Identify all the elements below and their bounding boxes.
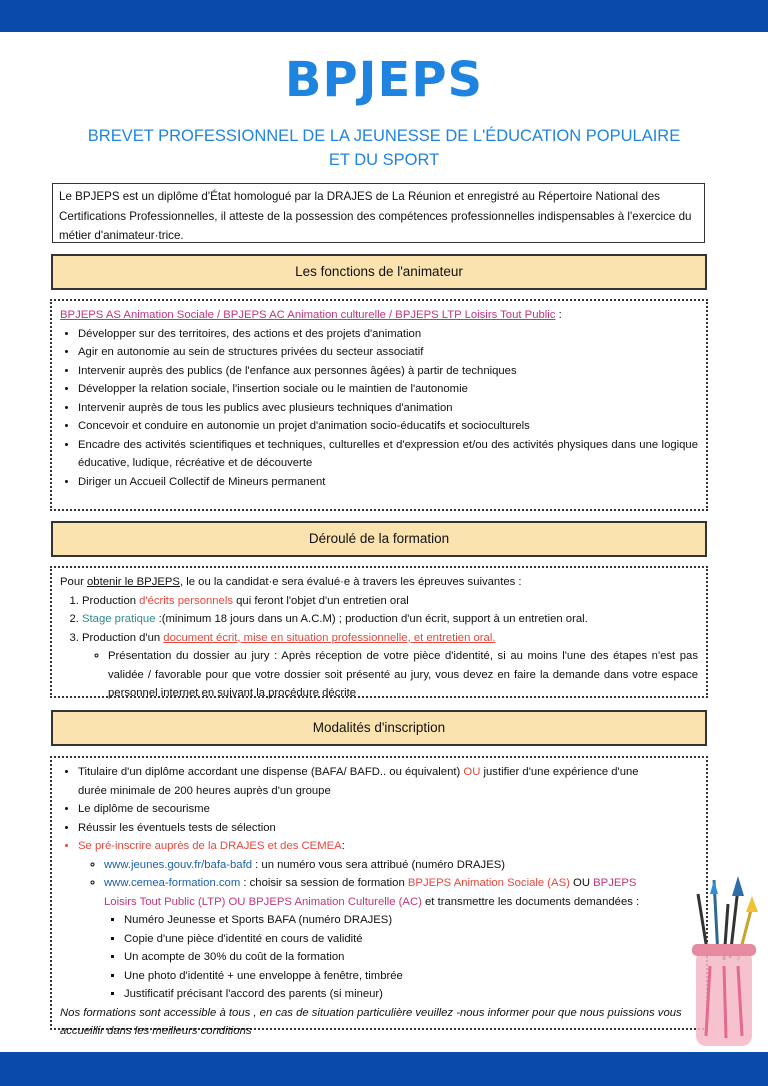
modalites-heading: Modalités d'inscription bbox=[51, 710, 707, 746]
list-item: • Diriger un Accueil Collectif de Mineurs permanent bbox=[78, 473, 698, 492]
step-highlight: d'écrits personnels bbox=[139, 594, 233, 607]
document-item: ▪ Un acompte de 30% du coût de la formation bbox=[124, 948, 644, 967]
website-item bbox=[104, 856, 644, 875]
fonctions-heading: Les fonctions de l'animateur bbox=[51, 254, 707, 290]
item-text: justifier d'une expérience d'une durée minimale de 200 heures auprès d'un groupe bbox=[78, 766, 639, 797]
ou-highlight: OU bbox=[463, 766, 481, 778]
ou-text: OU bbox=[569, 877, 594, 889]
website-text: : choisir sa session de formation bbox=[240, 877, 408, 889]
document-item: ▪ Copie d'une pièce d'identité en cours de validité bbox=[124, 930, 644, 949]
step-text: Production bbox=[82, 594, 140, 607]
step-text: qui feront l'objet d'un entretien oral bbox=[233, 594, 409, 607]
jar-stick bbox=[724, 966, 726, 1038]
list-item: • Concevoir et conduire en autonomie un projet d'animation socio-éducatifs et socioculturels bbox=[78, 417, 698, 436]
page-subtitle bbox=[60, 124, 708, 172]
jar-rim bbox=[692, 944, 756, 956]
deroule-steps bbox=[60, 592, 698, 703]
step-3-sublist bbox=[82, 647, 698, 703]
intro-post: , le ou la candidat·e sera évalué·e à travers les épreuves suivantes : bbox=[179, 576, 522, 588]
as-highlight: BPJEPS Animation Sociale (AS) bbox=[407, 877, 570, 889]
footer-note: Nos formations sont accessible à tous , en cas de situation particulière veuillez -nous informer pour que nous puissions vous accueillir dans les meilleurs conditions bbox=[60, 1006, 682, 1037]
deroule-intro bbox=[60, 573, 698, 592]
pencil-jar-illustration bbox=[688, 866, 760, 1052]
step-text: Production d'un bbox=[82, 631, 164, 644]
step-1 bbox=[82, 592, 698, 611]
document-item: ▪ Numéro Jeunesse et Sports BAFA (numéro DRAJES) bbox=[124, 911, 644, 930]
list-item: • Réussir les éventuels tests de sélection bbox=[78, 819, 644, 838]
item-text: Titulaire d'un diplôme accordant une dispense (BAFA/ BAFD.. ou équivalent) bbox=[78, 766, 464, 778]
jeunes-gouv-link[interactable]: www.jeunes.gouv.fr/bafa-bafd bbox=[104, 858, 252, 871]
top-bar bbox=[0, 0, 768, 32]
list-item bbox=[78, 837, 644, 1004]
step-text: :(minimum 18 jours dans un A.C.M) ; production d'un écrit, support à un entretien oral. bbox=[158, 613, 588, 625]
deroule-heading: Déroulé de la formation bbox=[51, 521, 707, 557]
page-title: BPJEPS bbox=[284, 52, 484, 108]
list-item: • Développer la relation sociale, l'insertion sociale ou le maintien de l'autonomie bbox=[78, 380, 698, 399]
brush-tip bbox=[746, 896, 758, 912]
step-2 bbox=[82, 610, 698, 629]
list-item: • Développer sur des territoires, des actions et des projets d'animation bbox=[78, 325, 698, 344]
list-item bbox=[78, 763, 644, 800]
document-item: ▪ Justificatif précisant l'accord des parents (si mineur) bbox=[124, 985, 644, 1004]
intro-underlined: obtenir le BPJEPS bbox=[87, 576, 180, 588]
pencil-tip bbox=[710, 880, 718, 894]
document-item: ▪ Une photo d'identité + une enveloppe à fenêtre, timbrée bbox=[124, 967, 644, 986]
documents-list bbox=[104, 911, 644, 1004]
step-highlight: document écrit, mise en situation professionnelle, et entretien oral. bbox=[163, 631, 496, 644]
step-highlight: Stage pratique bbox=[82, 613, 159, 625]
intro-pre: Pour bbox=[60, 576, 88, 588]
list-item: • Le diplôme de secourisme bbox=[78, 800, 644, 819]
bpjeps-types-link[interactable]: BPJEPS AS Animation Sociale / BPJEPS AC Animation culturelle / BPJEPS LTP Loisirs Tout Public bbox=[60, 309, 556, 321]
list-item: • Encadre des activités scientifiques et techniques, culturelles et d'expression et/ou des activités physiques dans une logique éducative, ludique, récréative et de découverte bbox=[78, 436, 698, 473]
cemea-link[interactable]: www.cemea-formation.com bbox=[104, 877, 241, 889]
preinscription-text: Se pré-inscrire auprès de la DRAJES et des CEMEA bbox=[78, 840, 342, 852]
fonctions-list bbox=[60, 325, 698, 492]
jury-note: ◦ Présentation du dossier au jury : Après réception de votre pièce d'identité, si au moins l'une des étapes n'est pas validée / favorable pour que votre dossier soit présenté au jury, vous devez en faire la demande dans votre espace personnel internet en suivant la procédure décrite bbox=[108, 647, 698, 703]
ltp-ac-highlight: BPJEPS Loisirs Tout Public (LTP) OU BPJEPS Animation Culturelle (AC) bbox=[104, 877, 637, 908]
list-item: • Intervenir auprès de tous les publics avec plusieurs techniques d'animation bbox=[78, 399, 698, 418]
websites-list bbox=[78, 856, 644, 1004]
modalites-box bbox=[50, 756, 708, 1037]
list-item: • Intervenir auprès des publics (de l'enfance aux personnes âgées) à partir de techniques bbox=[78, 362, 698, 381]
intro-box: Le BPJEPS est un diplôme d'État homologué par la DRAJES de La Réunion et enregistré au Répertoire National des Certifications Professionnelles, il atteste de la possession des compétences professionnelles indispensables à l'exercice du métier d'animateur·trice. bbox=[52, 183, 705, 243]
subtitle-line-1: BREVET PROFESSIONNEL DE LA JEUNESSE DE L'ÉDUCATION POPULAIRE bbox=[87, 127, 681, 145]
brush-tip bbox=[732, 876, 744, 896]
website-text: et transmettre les documents demandées : bbox=[421, 895, 640, 908]
modalites-list bbox=[60, 763, 644, 1004]
fonctions-box bbox=[50, 299, 708, 511]
subtitle-line-2: ET DU SPORT bbox=[328, 151, 440, 169]
list-item: • Agir en autonomie au sein de structures privées du secteur associatif bbox=[78, 343, 698, 362]
link-suffix: : bbox=[555, 309, 562, 321]
bottom-bar bbox=[0, 1052, 768, 1086]
fonctions-intro bbox=[60, 306, 698, 325]
step-3 bbox=[82, 629, 698, 703]
colon: : bbox=[341, 840, 345, 852]
website-item bbox=[104, 874, 644, 1004]
website-text: : un numéro vous sera attribué (numéro DRAJES) bbox=[252, 858, 506, 871]
deroule-box bbox=[50, 566, 708, 698]
